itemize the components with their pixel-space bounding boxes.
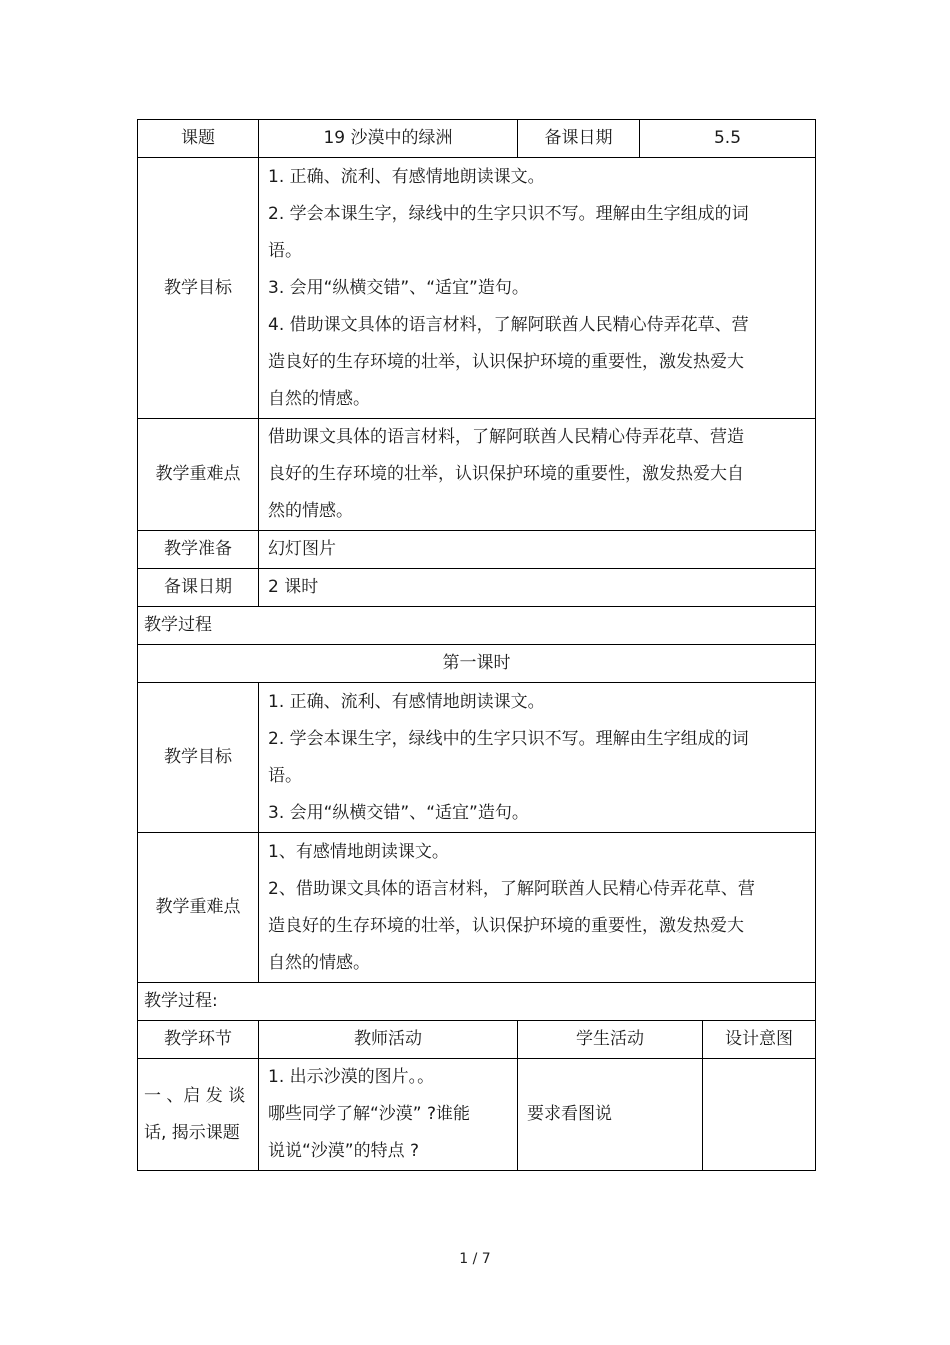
goals-line: 3. 会用“纵横交错”、“适宜”造句。 [268, 277, 529, 298]
goals-line: 4. 借助课文具体的语言材料，了解阿联酋人民精心侍弄花草、营 [268, 314, 749, 335]
goals-line: 1. 正确、流利、有感情地朗读课文。 [268, 166, 545, 187]
header-row [138, 120, 816, 158]
date-label: 备课日期 [518, 120, 640, 158]
key-points-line: 然的情感。 [268, 501, 353, 521]
stage-line: 一 、启 发 谈 [144, 1085, 246, 1106]
process-title-row [138, 607, 816, 645]
goals-content [259, 158, 816, 419]
first-period-key-line: 1、有感情地朗读课文。 [268, 841, 449, 862]
key-points-line: 良好的生存环境的壮举，认识保护环境的重要性，激发热爱大自 [268, 464, 744, 484]
first-period-goals-line: 1. 正确、流利、有感情地朗读课文。 [268, 691, 545, 712]
first-period-goals-line: 2. 学会本课生字，绿线中的生字只识不写。理解由生字组成的词 [268, 728, 749, 749]
column-header-student: 学生活动 [518, 1021, 703, 1059]
first-period-goals-row [138, 683, 816, 833]
stage-cell [138, 1059, 259, 1171]
teacher-activity-cell [259, 1059, 518, 1171]
periods-value: 2 课时 [259, 569, 816, 607]
key-points-content [259, 419, 816, 531]
periods-label: 备课日期 [138, 569, 259, 607]
first-period-key-content [259, 833, 816, 983]
goals-line: 语。 [268, 240, 302, 261]
first-period-goals-line: 3. 会用“纵横交错”、“适宜”造句。 [268, 802, 529, 823]
page-number: 1 / 7 [459, 1251, 491, 1267]
goals-line: 自然的情感。 [268, 388, 370, 409]
topic-value: 19 沙漠中的绿洲 [259, 120, 518, 158]
process-title2-row [138, 983, 816, 1021]
date-value: 5.5 [640, 120, 816, 158]
first-period-key-line: 2、借助课文具体的语言材料，了解阿联酋人民精心侍弄花草、营 [268, 878, 755, 899]
process-title: 教学过程 [138, 607, 816, 645]
lesson-plan-table [137, 119, 816, 1171]
first-period-key-row [138, 833, 816, 983]
process-title2: 教学过程: [138, 983, 816, 1021]
first-period-key-line: 造良好的生存环境的壮举，认识保护环境的重要性，激发热爱大 [268, 915, 744, 936]
teacher-line: 1. 出示沙漠的图片。。 [268, 1067, 435, 1087]
column-header-intent: 设计意图 [703, 1021, 816, 1059]
periods-row [138, 569, 816, 607]
goals-line: 造良好的生存环境的壮举，认识保护环境的重要性，激发热爱大 [268, 351, 744, 372]
key-points-row [138, 419, 816, 531]
goals-label: 教学目标 [138, 158, 259, 419]
first-period-goals-content [259, 683, 816, 833]
preparation-value: 幻灯图片 [259, 531, 816, 569]
key-points-line: 借助课文具体的语言材料，了解阿联酋人民精心侍弄花草、营造 [268, 427, 744, 447]
goals-line: 2. 学会本课生字，绿线中的生字只识不写。理解由生字组成的词 [268, 203, 749, 224]
table-row [138, 1059, 816, 1171]
stage-line: 话, 揭示课题 [144, 1122, 240, 1143]
columns-header-row [138, 1021, 816, 1059]
goals-row [138, 158, 816, 419]
preparation-row [138, 531, 816, 569]
teacher-line: 说说“沙漠”的特点 ? [268, 1141, 420, 1161]
topic-label: 课题 [138, 120, 259, 158]
first-period-goals-label: 教学目标 [138, 683, 259, 833]
first-period-title: 第一课时 [138, 645, 816, 683]
first-period-row [138, 645, 816, 683]
column-header-teacher: 教师活动 [259, 1021, 518, 1059]
first-period-goals-line: 语。 [268, 765, 302, 786]
key-points-label: 教学重难点 [138, 419, 259, 531]
preparation-label: 教学准备 [138, 531, 259, 569]
first-period-key-line: 自然的情感。 [268, 952, 370, 973]
teacher-line: 哪些同学了解“沙漠” ?谁能 [268, 1104, 471, 1124]
design-intent-cell [703, 1059, 816, 1171]
student-activity-cell: 要求看图说 [518, 1059, 703, 1171]
column-header-stage: 教学环节 [138, 1021, 259, 1059]
first-period-key-label: 教学重难点 [138, 833, 259, 983]
